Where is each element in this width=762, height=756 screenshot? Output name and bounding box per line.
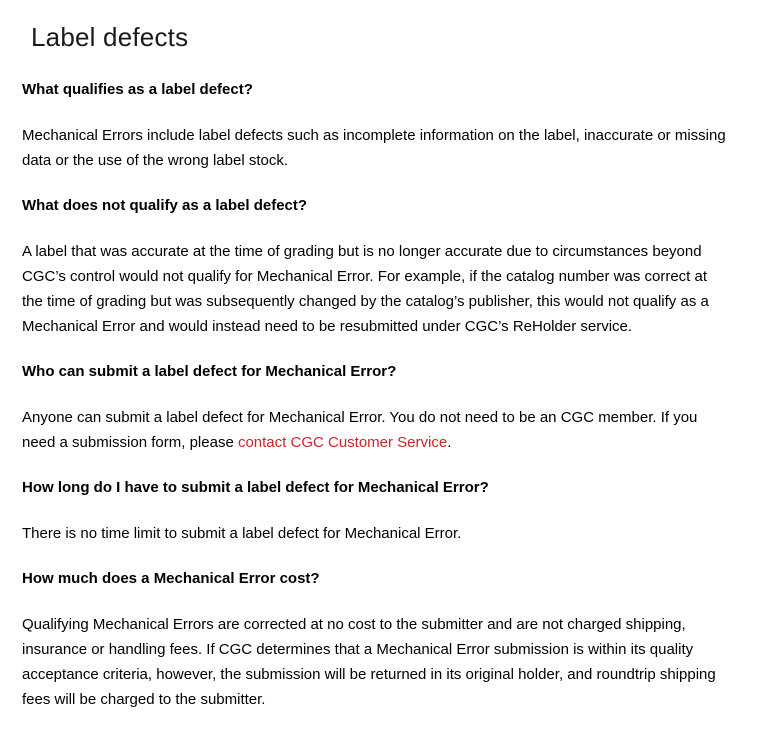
answer-paragraph: There is no time limit to submit a label defect for Mechanical Error. [22, 525, 462, 542]
question-heading: What does not qualify as a label defect? [22, 197, 308, 214]
faq-section [22, 478, 732, 546]
question-heading: How much does a Mechanical Error cost? [22, 570, 320, 587]
faq-section [22, 80, 732, 173]
question-heading: What qualifies as a label defect? [22, 81, 253, 98]
faq-section [22, 362, 732, 455]
answer-paragraph [22, 405, 732, 455]
faq-section [22, 569, 732, 712]
faq-section [22, 196, 732, 339]
answer-paragraph: A label that was accurate at the time of grading but is no longer accurate due to circumstances beyond CGC’s control would not qualify for Mechanical Error. For example, if the catalog number was correct at the time of grading but was subsequently changed by the catalog’s publisher, this would not qualify as a Mechanical Error and would instead need to be resubmitted under CGC’s ReHolder service. [22, 243, 709, 335]
answer-text-prefix: Anyone can submit a label defect for Mechanical Error. You do not need to be an CGC member. If you need a submission form, please [22, 409, 698, 451]
page-title: Label defects [31, 22, 189, 52]
question-heading: Who can submit a label defect for Mechanical Error? [22, 363, 397, 380]
answer-text-suffix: . [447, 434, 452, 451]
question-heading: How long do I have to submit a label defect for Mechanical Error? [22, 479, 489, 496]
answer-paragraph: Qualifying Mechanical Errors are corrected at no cost to the submitter and are not charged shipping, insurance or handling fees. If CGC determines that a Mechanical Error submission is within its quality acceptance criteria, however, the submission will be returned in its original holder, and roundtrip shipping fees will be charged to the submitter. [22, 616, 716, 708]
contact-customer-service-link[interactable]: contact CGC Customer Service [237, 434, 448, 451]
answer-paragraph: Mechanical Errors include label defects such as incomplete information on the label, inaccurate or missing data or the use of the wrong label stock. [22, 127, 726, 169]
